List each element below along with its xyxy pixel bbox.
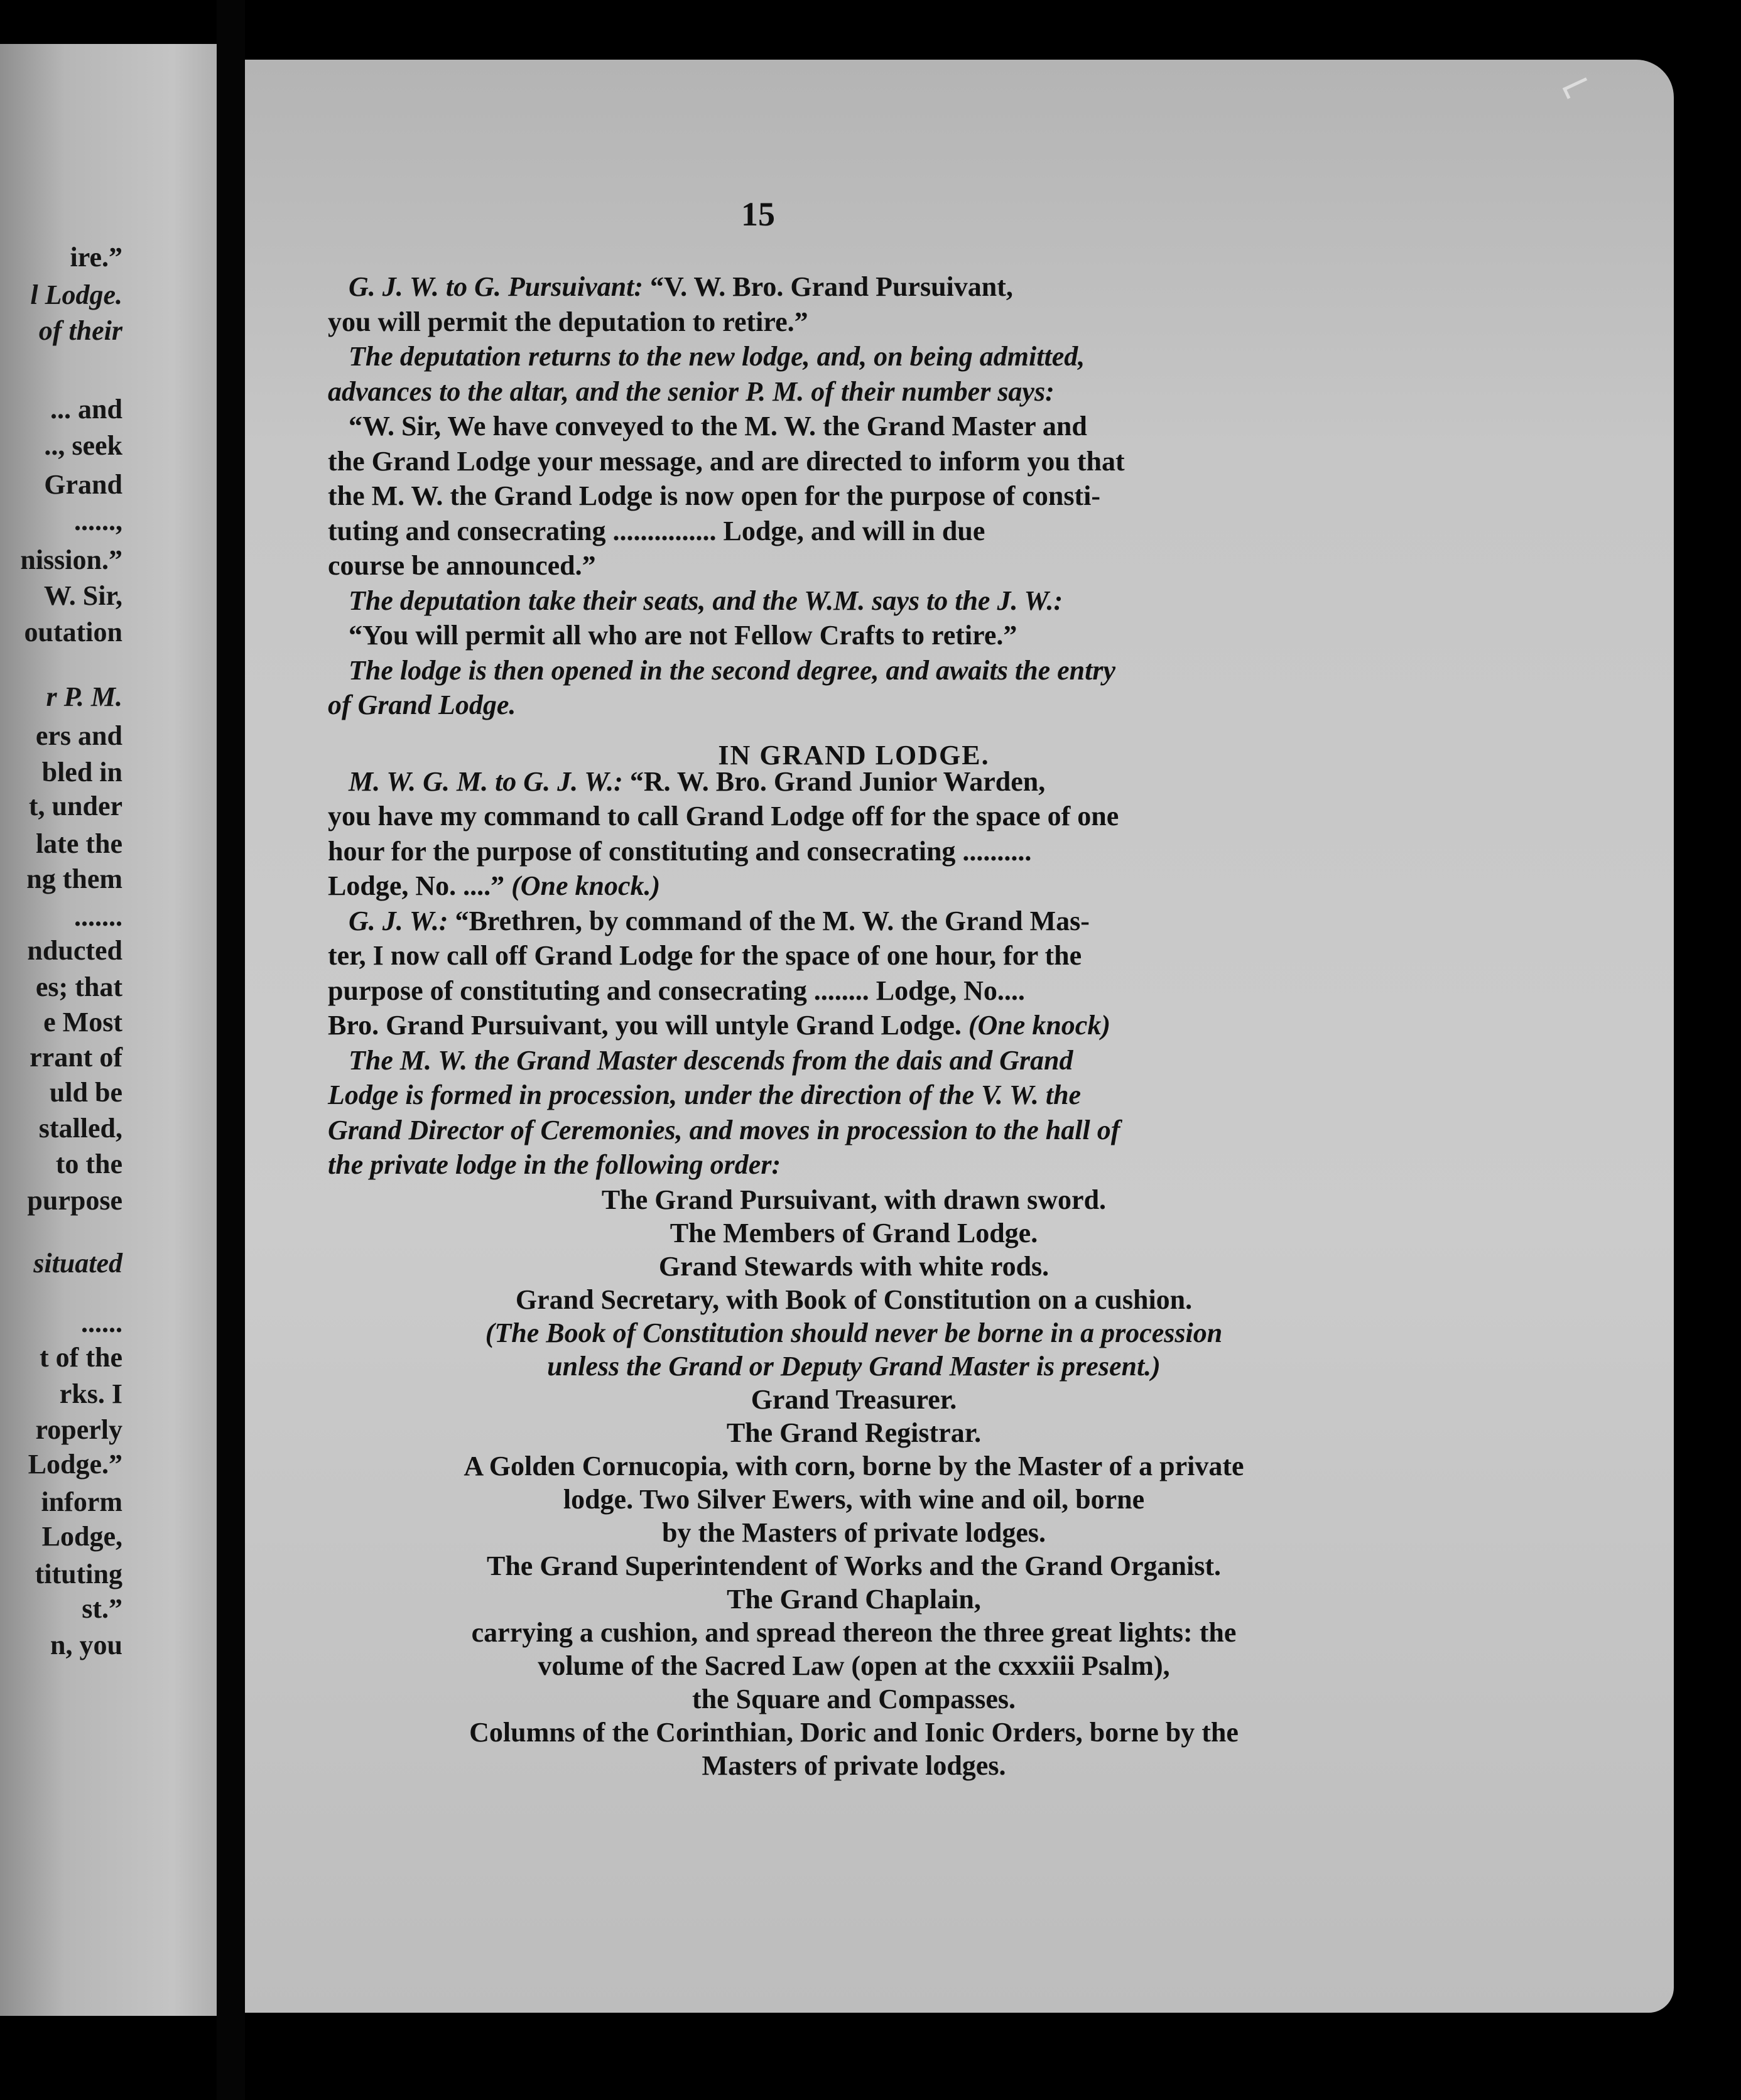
page-number: 15 <box>741 195 775 233</box>
left-page-fragment: stalled, <box>38 1113 122 1144</box>
text-line: “You will permit all who are not Fellow Crafts to retire.” <box>328 620 1017 651</box>
section-heading: IN GRAND LODGE. <box>718 739 990 771</box>
left-page-fragment: inform <box>41 1486 122 1517</box>
text-line <box>328 1081 1081 1109</box>
text-line: the Grand Lodge your message, and are directed to inform you that <box>328 445 1125 477</box>
text-line <box>328 835 1032 867</box>
text-line: “W. Sir, We have conveyed to the M. W. the Grand Master and <box>328 411 1087 441</box>
roman-segment: hour for the purpose of constituting and consecrating .......... <box>328 835 1032 867</box>
text-line: course be announced.” <box>328 550 596 581</box>
roman-segment: “Brethren, by command of the M. W. the Grand Mas- <box>448 905 1090 936</box>
text-line: The deputation returns to the new lodge, and, on being admitted, <box>328 341 1085 372</box>
text-line <box>328 1012 1110 1039</box>
left-page-fragment: rks. I <box>59 1378 122 1409</box>
procession-line: Masters of private lodges. <box>702 1750 1006 1781</box>
text-line <box>328 977 1025 1005</box>
italic-segment: Grand Director of Ceremonies, and moves in procession to the hall of <box>328 1114 1120 1145</box>
text-line: The lodge is then opened in the second degree, and awaits the entry <box>328 654 1115 686</box>
left-page-fragment: to the <box>55 1149 122 1179</box>
procession-line: The Grand Chaplain, <box>727 1583 981 1615</box>
italic-segment: Lodge is formed in procession, under the direction of the V. W. the <box>328 1080 1082 1110</box>
procession-line: lodge. Two Silver Ewers, with wine and oil, borne <box>563 1483 1145 1515</box>
text-line <box>328 942 1082 970</box>
speech-text: “V. W. Bro. Grand Pursuivant, <box>643 271 1013 302</box>
procession-line: Columns of the Corinthian, Doric and Ionic Orders, borne by the <box>469 1716 1239 1748</box>
left-page-fragment: ire.” <box>70 242 122 273</box>
left-page-fragment: es; that <box>35 972 122 1002</box>
page-gutter <box>217 0 245 2100</box>
left-page-fragment: e Most <box>43 1007 122 1037</box>
procession-line: carrying a cushion, and spread thereon the three great lights: the <box>471 1616 1237 1648</box>
text-line <box>328 803 1119 830</box>
procession-line: Grand Secretary, with Book of Constitution on a cushion. <box>515 1284 1193 1315</box>
procession-line: unless the Grand or Deputy Grand Master is present.) <box>547 1350 1161 1382</box>
roman-segment: “R. W. Bro. Grand Junior Warden, <box>622 766 1046 797</box>
left-page-fragment: purpose <box>27 1185 122 1216</box>
text-line: you will permit the deputation to retire.” <box>328 306 808 337</box>
left-page-fragment: t, under <box>28 791 122 821</box>
roman-segment: ter, I now call off Grand Lodge for the space of one hour, for the <box>328 940 1082 971</box>
scan-mark <box>1563 77 1591 99</box>
left-page-fragment: rrant of <box>30 1042 122 1073</box>
italic-segment: G. J. W.: <box>328 905 448 936</box>
procession-line: The Grand Registrar. <box>726 1417 982 1448</box>
left-page-fragment: tituting <box>35 1559 122 1589</box>
text-line <box>328 1151 781 1179</box>
left-page-fragment: ... and <box>50 394 122 425</box>
left-page-fragment: nission.” <box>20 544 122 575</box>
left-page-fragment: nducted <box>27 935 122 966</box>
main-page <box>245 60 1674 2013</box>
left-page-fragment: l Lodge. <box>30 279 122 310</box>
procession-line: The Members of Grand Lodge. <box>670 1217 1038 1248</box>
procession-line: The Grand Pursuivant, with drawn sword. <box>601 1184 1107 1215</box>
text-line <box>328 768 1045 796</box>
procession-line: Grand Treasurer. <box>751 1383 957 1415</box>
left-page-fragment: n, you <box>50 1630 122 1660</box>
procession-line: (The Book of Constitution should never be borne in a procession <box>485 1317 1223 1348</box>
procession-line: volume of the Sacred Law (open at the cxxxiii Psalm), <box>538 1650 1170 1681</box>
text-line: the M. W. the Grand Lodge is now open for the purpose of consti- <box>328 480 1101 511</box>
procession-line: the Square and Compasses. <box>692 1683 1016 1714</box>
left-page-fragment: st.” <box>82 1593 122 1624</box>
procession-line: Grand Stewards with white rods. <box>658 1250 1049 1282</box>
text-line <box>328 1114 1120 1145</box>
left-page-fragment: W. Sir, <box>43 580 122 611</box>
left-page-fragment: Lodge, <box>41 1521 122 1552</box>
speaker-label: G. J. W. to G. Pursuivant: <box>328 271 644 302</box>
left-page-fragment: bled in <box>41 757 122 788</box>
text-line <box>328 907 1090 935</box>
left-page-fragment: situated <box>33 1248 122 1279</box>
italic-segment: the private lodge in the following order: <box>328 1149 781 1180</box>
left-page-fragment: Grand <box>44 469 122 500</box>
left-page-fragment: roperly <box>35 1414 122 1445</box>
left-page-fragment: of their <box>38 315 122 346</box>
procession-line: A Golden Cornucopia, with corn, borne by the Master of a private <box>464 1450 1244 1481</box>
roman-segment: Bro. Grand Pursuivant, you will untyle Grand Lodge. <box>328 1010 968 1041</box>
italic-segment: (One knock.) <box>511 870 661 901</box>
left-page-fragment: uld be <box>49 1077 122 1108</box>
left-page-fragment: ....... <box>74 901 122 932</box>
left-page-fragment: .., seek <box>44 430 122 461</box>
text-line <box>328 872 660 900</box>
roman-segment: purpose of constituting and consecrating ........ Lodge, No.... <box>328 975 1025 1006</box>
text-line: tuting and consecrating ............... Lodge, and will in due <box>328 515 985 546</box>
procession-line: The Grand Superintendent of Works and the Grand Organist. <box>486 1550 1222 1581</box>
left-page-fragment: outation <box>24 617 122 647</box>
left-page-fragment: r P. M. <box>46 681 122 712</box>
text-line <box>328 273 1013 301</box>
roman-segment: Lodge, No. ....” <box>328 870 512 901</box>
left-facing-page <box>0 44 217 2016</box>
text-line <box>328 1044 1073 1076</box>
left-page-fragment: late the <box>35 828 122 859</box>
text-line: advances to the altar, and the senior P. M. of their number says: <box>328 376 1055 407</box>
left-page-fragment: Lodge.” <box>28 1449 122 1480</box>
left-page-fragment: ng them <box>26 863 122 894</box>
text-line: of Grand Lodge. <box>328 690 516 720</box>
text-line: The deputation take their seats, and the W.M. says to the J. W.: <box>328 585 1063 616</box>
italic-segment: The M. W. the Grand Master descends from the dais and Grand <box>328 1044 1073 1076</box>
left-page-fragment: ers and <box>35 720 122 751</box>
roman-segment: you have my command to call Grand Lodge off for the space of one <box>328 801 1119 831</box>
italic-segment: (One knock) <box>968 1010 1110 1041</box>
left-page-fragment: ......, <box>74 506 122 536</box>
left-page-fragment: t of the <box>40 1342 122 1373</box>
italic-segment: M. W. G. M. to G. J. W.: <box>328 766 623 797</box>
left-page-fragment: ...... <box>81 1307 122 1338</box>
procession-line: by the Masters of private lodges. <box>661 1517 1046 1548</box>
